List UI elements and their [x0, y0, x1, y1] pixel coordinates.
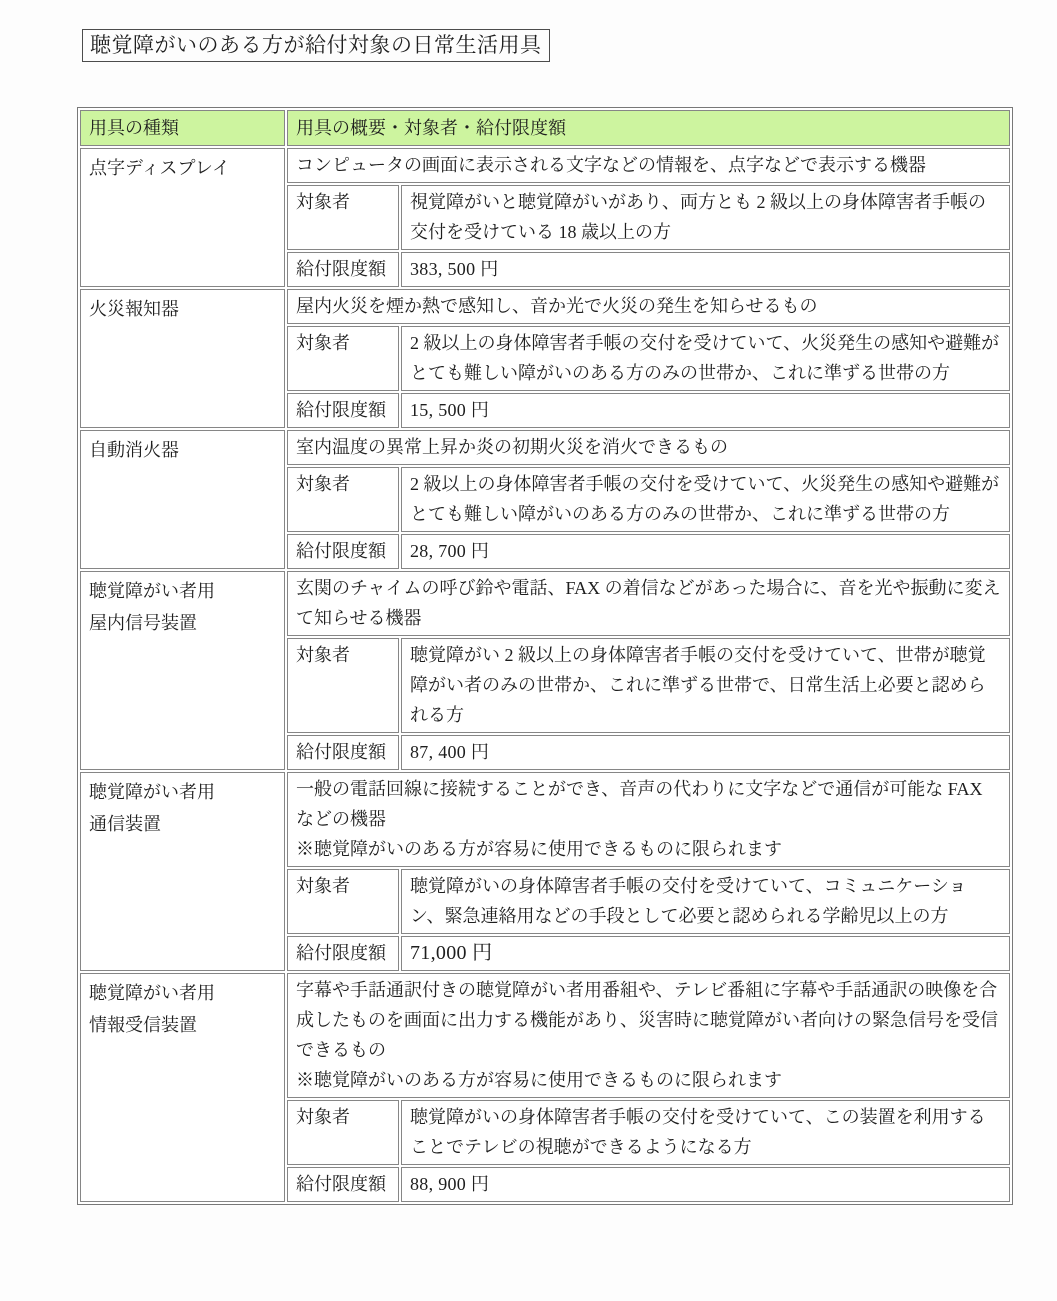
- summary-text: 字幕や手話通訳付きの聴覚障がい者用番組や、テレビ番組に字幕や手話通訳の映像を合成したものを画面に出力する機能があり、災害時に聴覚障がい者向けの緊急信号を受信できるもの: [296, 980, 998, 1060]
- summary-text: 室内温度の異常上昇か炎の初期火災を消火できるもの: [296, 437, 728, 457]
- limit-label-cell: 給付限度額: [287, 252, 399, 287]
- equipment-name-cell: [80, 772, 285, 971]
- summary-text: コンピュータの画面に表示される文字などの情報を、点字などで表示する機器: [296, 155, 926, 175]
- limit-label-cell: 給付限度額: [287, 735, 399, 770]
- equipment-name-line2: 屋内信号装置: [89, 613, 197, 633]
- summary-cell: [287, 973, 1010, 1098]
- summary-text: 一般の電話回線に接続することができ、音声の代わりに文字などで通信が可能な FAX などの機器: [296, 779, 983, 829]
- limit-value-cell: [401, 936, 1010, 971]
- benefit-table: [77, 107, 1013, 1205]
- summary-text: 玄関のチャイムの呼び鈴や電話、FAX の着信などがあった場合に、音を光や振動に変えて知らせる機器: [296, 578, 1001, 628]
- summary-note: ※聴覚障がいのある方が容易に使用できるものに限られます: [296, 839, 782, 859]
- target-value-cell: 2 級以上の身体障害者手帳の交付を受けていて、火災発生の感知や避難がとても難しい障がいのある方のみの世帯か、これに準ずる世帯の方: [401, 326, 1010, 391]
- equipment-name-line2: 通信装置: [89, 814, 161, 834]
- header-detail-cell: 用具の概要・対象者・給付限度額: [287, 110, 1010, 146]
- equipment-name: 聴覚障がい者用: [89, 983, 215, 1003]
- target-value-cell: 聴覚障がい 2 級以上の身体障害者手帳の交付を受けていて、世帯が聴覚障がい者のみの世帯か、これに準ずる世帯で、日常生活上必要と認められる方: [401, 638, 1010, 733]
- limit-amount: 71,000 円: [410, 942, 493, 964]
- summary-note: ※聴覚障がいのある方が容易に使用できるものに限られます: [296, 1070, 782, 1090]
- limit-label-cell: 給付限度額: [287, 534, 399, 569]
- header-type-cell: 用具の種類: [80, 110, 285, 146]
- target-label-cell: 対象者: [287, 326, 399, 391]
- summary-cell: [287, 289, 1010, 324]
- summary-cell: [287, 571, 1010, 636]
- limit-amount: 28, 700 円: [410, 541, 490, 561]
- equipment-name-line2: 情報受信装置: [89, 1015, 197, 1035]
- table-row: [80, 430, 1010, 465]
- limit-amount: 383, 500 円: [410, 259, 499, 279]
- target-label-cell: 対象者: [287, 467, 399, 532]
- target-value-cell: 聴覚障がいの身体障害者手帳の交付を受けていて、この装置を利用することでテレビの視聴ができるようになる方: [401, 1100, 1010, 1165]
- target-label-cell: 対象者: [287, 1100, 399, 1165]
- equipment-name: 聴覚障がい者用: [89, 782, 215, 802]
- equipment-name: 点字ディスプレイ: [89, 158, 230, 178]
- limit-amount: 87, 400 円: [410, 742, 490, 762]
- equipment-name: 自動消火器: [89, 440, 179, 460]
- limit-label-cell: 給付限度額: [287, 936, 399, 971]
- equipment-name-cell: [80, 430, 285, 569]
- limit-amount: 88, 900 円: [410, 1174, 490, 1194]
- equipment-name-cell: [80, 571, 285, 770]
- target-value-cell: 視覚障がいと聴覚障がいがあり、両方とも 2 級以上の身体障害者手帳の交付を受けている 18 歳以上の方: [401, 185, 1010, 250]
- table-header-row: [80, 110, 1010, 146]
- limit-label-cell: 給付限度額: [287, 393, 399, 428]
- limit-value-cell: [401, 252, 1010, 287]
- target-label-cell: 対象者: [287, 638, 399, 733]
- table-row: [80, 772, 1010, 867]
- target-value-cell: 聴覚障がいの身体障害者手帳の交付を受けていて、コミュニケーション、緊急連絡用などの手段として必要と認められる学齢児以上の方: [401, 869, 1010, 934]
- limit-amount: 15, 500 円: [410, 400, 490, 420]
- target-label-cell: 対象者: [287, 869, 399, 934]
- equipment-name: 聴覚障がい者用: [89, 581, 215, 601]
- summary-text: 屋内火災を煙か熱で感知し、音か光で火災の発生を知らせるもの: [296, 296, 818, 316]
- table-row: [80, 973, 1010, 1098]
- summary-cell: [287, 772, 1010, 867]
- summary-cell: [287, 148, 1010, 183]
- limit-value-cell: [401, 393, 1010, 428]
- limit-value-cell: [401, 1167, 1010, 1202]
- limit-value-cell: [401, 735, 1010, 770]
- document-title: 聴覚障がいのある方が給付対象の日常生活用具: [82, 29, 550, 62]
- equipment-name-cell: [80, 289, 285, 428]
- table-row: [80, 148, 1010, 183]
- table-row: [80, 571, 1010, 636]
- summary-cell: [287, 430, 1010, 465]
- limit-label-cell: 給付限度額: [287, 1167, 399, 1202]
- target-label-cell: 対象者: [287, 185, 399, 250]
- target-value-cell: 2 級以上の身体障害者手帳の交付を受けていて、火災発生の感知や避難がとても難しい障がいのある方のみの世帯か、これに準ずる世帯の方: [401, 467, 1010, 532]
- equipment-name-cell: [80, 148, 285, 287]
- equipment-name: 火災報知器: [89, 299, 179, 319]
- limit-value-cell: [401, 534, 1010, 569]
- table-row: [80, 289, 1010, 324]
- equipment-name-cell: [80, 973, 285, 1202]
